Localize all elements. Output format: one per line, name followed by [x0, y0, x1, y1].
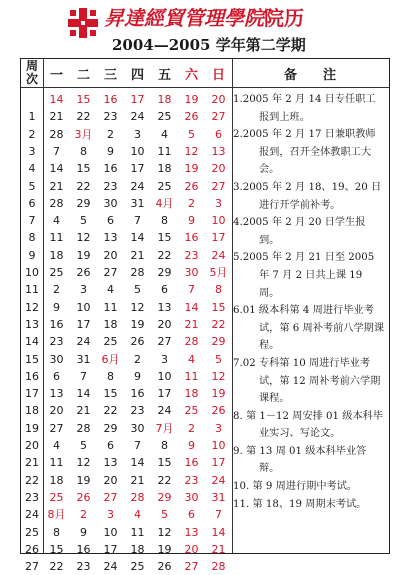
calendar-date: 5 [134, 283, 141, 297]
header-divider [21, 87, 389, 88]
calendar-date: 25 [157, 179, 172, 193]
calendar-date: 26 [211, 404, 226, 418]
calendar-date: 15 [157, 231, 172, 245]
calendar-date: 3 [80, 283, 87, 297]
calendar-date: 13 [49, 387, 64, 401]
calendar-date: 23 [130, 404, 145, 418]
calendar-date: 29 [157, 490, 172, 504]
calendar-date: 25 [184, 404, 199, 418]
calendar-date: 14 [184, 300, 199, 314]
week-column-header [21, 59, 43, 87]
note-item: 5.2005 年 2 月 21 日至 2005 年 7 月 2 日共上课 19 周。 [233, 252, 375, 299]
calendar-date: 19 [76, 248, 91, 262]
calendar-date: 2 [80, 508, 87, 522]
calendar-date: 16 [130, 387, 145, 401]
note-item: 10. 第 9 周进行期中考试。 [233, 481, 358, 493]
calendar-date: 2 [188, 421, 195, 435]
calendar-date: 8 [107, 369, 114, 383]
calendar-date: 7 [134, 214, 141, 228]
notes-list [233, 91, 385, 513]
note-item: 6.01 级本科第 4 周进行毕业考试，第 6 周补考前八学期课程。 [233, 305, 385, 352]
calendar-date: 19 [130, 317, 145, 331]
week-number: 5 [28, 179, 36, 193]
calendar-date: 18 [49, 473, 64, 487]
calendar-date: 18 [157, 93, 172, 106]
calendar-date: 22 [157, 248, 172, 262]
calendar-date: 29 [157, 266, 172, 279]
calendar-date: 22 [157, 473, 172, 487]
calendar-date: 7月 [155, 421, 174, 435]
calendar-date: 27 [103, 266, 118, 279]
calendar-date: 2 [188, 196, 195, 210]
calendar-date: 20 [49, 404, 64, 418]
calendar-date: 9 [53, 300, 60, 314]
calendar-date: 17 [76, 317, 91, 331]
calendar-date: 3 [107, 508, 114, 522]
calendar-date: 20 [157, 317, 172, 331]
calendar-date: 28 [76, 421, 91, 435]
calendar-date: 17 [130, 93, 145, 106]
calendar-date: 25 [103, 335, 118, 349]
calendar-date: 14 [49, 93, 64, 106]
calendar-date: 3 [215, 196, 222, 210]
calendar-date: 23 [76, 560, 91, 574]
calendar-date: 11 [130, 525, 145, 539]
calendar-date: 21 [49, 179, 64, 193]
week-number: 3 [28, 144, 36, 158]
day-header-5: 五 [157, 67, 171, 83]
calendar-date: 16 [184, 231, 199, 245]
calendar-date: 4 [188, 352, 195, 366]
calendar-date: 8 [80, 144, 87, 158]
calendar-date: 25 [49, 266, 64, 279]
calendar-date: 28 [130, 266, 145, 279]
calendar-date: 30 [184, 266, 199, 279]
calendar-date: 16 [184, 456, 199, 470]
calendar-date: 27 [157, 335, 172, 349]
day-header-3: 三 [103, 67, 117, 83]
calendar-date: 19 [157, 542, 172, 556]
calendar-date: 14 [49, 162, 64, 176]
calendar-date: 2 [53, 283, 60, 297]
week-number: 12 [25, 300, 39, 314]
week-number: 8 [28, 231, 36, 245]
calendar-date: 22 [49, 560, 64, 574]
calendar-date: 5 [215, 352, 222, 366]
calendar-date: 18 [103, 317, 118, 331]
week-number: 14 [25, 335, 39, 349]
calendar-date: 13 [184, 525, 199, 539]
calendar-date: 19 [184, 93, 199, 106]
calendar-date: 6 [215, 127, 222, 141]
calendar-date: 27 [211, 179, 226, 193]
note-item: 11. 第 18、19 周期末考试。 [233, 498, 367, 510]
calendar-date: 19 [184, 162, 199, 176]
calendar-date: 8 [215, 283, 222, 297]
calendar-date: 7 [215, 508, 222, 522]
calendar-date: 23 [103, 179, 118, 193]
week-number: 22 [25, 473, 39, 487]
week-number: 18 [25, 404, 39, 418]
calendar-date: 11 [49, 231, 64, 245]
calendar-date: 7 [188, 283, 195, 297]
school-logo-icon [66, 6, 100, 40]
calendar-date: 6 [161, 283, 168, 297]
week-number: 17 [25, 387, 39, 401]
calendar-date: 3 [134, 127, 141, 141]
calendar-date: 11 [184, 369, 199, 383]
calendar-date: 8月 [47, 508, 66, 522]
calendar-date: 3 [215, 421, 222, 435]
calendar-date: 13 [211, 144, 226, 158]
calendar-date: 8 [161, 439, 168, 452]
week-number [21, 91, 43, 108]
calendar-date: 12 [76, 231, 91, 245]
calendar-date: 14 [211, 525, 226, 539]
calendar-date: 17 [211, 456, 226, 470]
week-number: 4 [28, 162, 36, 176]
note-item: 8. 第 1－12 周安排 01 级本科毕业实习、写论文。 [233, 410, 384, 440]
day-header-7: 日 [211, 67, 225, 83]
calendar-date: 11 [157, 144, 172, 158]
calendar-date: 10 [211, 214, 226, 228]
calendar-date: 6 [53, 369, 60, 383]
calendar-date: 18 [130, 542, 145, 556]
week-number: 19 [25, 421, 39, 435]
calendar-date: 26 [184, 110, 199, 124]
calendar-date: 5 [80, 439, 87, 452]
calendar-date: 12 [157, 525, 172, 539]
calendar-date: 28 [49, 196, 64, 210]
day-header-4: 四 [130, 67, 144, 83]
calendar-table [20, 58, 390, 574]
calendar-date: 29 [103, 421, 118, 435]
calendar-date: 16 [103, 93, 118, 106]
week-number: 27 [25, 560, 39, 574]
calendar-date: 7 [80, 369, 87, 383]
term-subtitle: 2004—2005 学年第二学期 [112, 36, 306, 54]
calendar-date: 4月 [155, 196, 174, 210]
note-item: 2.2005 年 2 月 17 日兼职教师报到，召开全体教职工大会。 [233, 129, 376, 176]
calendar-date: 28 [184, 335, 199, 349]
calendar-date: 22 [211, 317, 226, 331]
calendar-date: 28 [49, 127, 64, 141]
calendar-date: 9 [188, 439, 195, 452]
calendar-date: 7 [53, 144, 60, 158]
week-header-line1: 周 [25, 59, 38, 73]
calendar-date: 7 [134, 439, 141, 452]
calendar-date: 20 [103, 248, 118, 262]
calendar-date: 22 [76, 110, 91, 124]
calendar-date: 20 [211, 93, 226, 106]
calendar-date: 5月 [209, 266, 228, 279]
calendar-date: 14 [130, 231, 145, 245]
calendar-date: 24 [130, 179, 145, 193]
calendar-date: 17 [211, 231, 226, 245]
calendar-date: 11 [103, 300, 118, 314]
calendar-date: 16 [49, 317, 64, 331]
calendar-date: 4 [53, 439, 60, 452]
calendar-date: 25 [49, 490, 64, 504]
note-item: 7.02 专科第 10 周进行毕业考试，第 12 周补考前六学期课程。 [233, 357, 381, 405]
calendar-date: 20 [211, 162, 226, 176]
calendar-date: 5 [80, 214, 87, 228]
calendar-date: 27 [103, 490, 118, 504]
calendar-date: 3月 [74, 127, 93, 141]
calendar-date: 15 [76, 162, 91, 176]
calendar-date: 25 [157, 110, 172, 124]
calendar-date: 6 [188, 508, 195, 522]
calendar-date: 29 [211, 335, 226, 349]
calendar-date: 8 [161, 214, 168, 228]
calendar-date: 23 [103, 110, 118, 124]
week-number: 23 [25, 490, 39, 504]
calendar-date: 16 [76, 542, 91, 556]
calendar-date: 2 [134, 352, 141, 366]
week-number: 13 [25, 317, 39, 331]
calendar-date: 6 [107, 439, 114, 452]
note-item: 4.2005 年 2 月 20 日学生报到。 [233, 217, 366, 246]
calendar-date: 21 [130, 248, 145, 262]
calendar-date: 31 [211, 490, 226, 504]
calendar-date: 24 [103, 560, 118, 574]
calendar-date: 26 [76, 490, 91, 504]
calendar-date: 6月 [101, 352, 120, 366]
calendar-date: 30 [184, 490, 199, 504]
calendar-date: 10 [103, 525, 118, 539]
calendar-date: 21 [211, 542, 226, 556]
week-number: 24 [25, 508, 39, 522]
calendar-date: 15 [157, 456, 172, 470]
calendar-date: 27 [211, 110, 226, 124]
calendar-date: 5 [161, 508, 168, 522]
calendar-date: 10 [157, 369, 172, 383]
note-item: 3.2005 年 2 月 18、19、20 日进行开学前补考。 [233, 181, 382, 211]
calendar-date: 16 [103, 162, 118, 176]
calendar-date: 31 [130, 196, 145, 210]
calendar-date: 24 [157, 404, 172, 418]
calendar-date: 23 [184, 248, 199, 262]
calendar-date: 19 [76, 473, 91, 487]
calendar-date: 30 [49, 352, 64, 366]
calendar-date: 21 [184, 317, 199, 331]
calendar-date: 5 [188, 127, 195, 141]
week-number: 1 [28, 110, 36, 124]
calendar-date: 21 [130, 473, 145, 487]
week-number: 6 [28, 196, 36, 210]
calendar-date: 30 [103, 196, 118, 210]
calendar-date: 14 [76, 387, 91, 401]
week-number: 9 [28, 248, 36, 262]
calendar-date: 11 [49, 456, 64, 470]
calendar-date: 18 [49, 248, 64, 262]
week-number: 26 [25, 542, 39, 556]
calendar-date: 30 [130, 421, 145, 435]
week-number: 20 [25, 439, 39, 452]
calendar-date: 4 [107, 283, 114, 297]
day-header-2: 二 [76, 67, 90, 83]
calendar-date: 24 [211, 473, 226, 487]
calendar-date: 22 [103, 404, 118, 418]
calendar-date: 10 [211, 439, 226, 452]
calendar-date: 24 [130, 110, 145, 124]
day-header-1: 一 [49, 67, 63, 83]
week-number: 15 [25, 352, 39, 366]
school-name: 昇達經貿管理學院 [104, 6, 264, 30]
calendar-date: 31 [76, 352, 91, 366]
calendar-date: 6 [107, 214, 114, 228]
day-header-6: 六 [184, 67, 198, 83]
calendar-date: 26 [184, 179, 199, 193]
calendar-date: 28 [130, 490, 145, 504]
calendar-date: 14 [130, 456, 145, 470]
calendar-date: 12 [130, 300, 145, 314]
calendar-date: 13 [103, 231, 118, 245]
calendar-date: 18 [157, 162, 172, 176]
note-item: 9. 第 13 周 01 级本科毕业答辩。 [233, 445, 367, 475]
calendar-date: 3 [161, 352, 168, 366]
calendar-date: 9 [107, 144, 114, 158]
calendar-date: 26 [130, 335, 145, 349]
calendar-date: 4 [53, 214, 60, 228]
calendar-date: 12 [184, 144, 199, 158]
calendar-date: 4 [134, 508, 141, 522]
calendar-date: 12 [211, 369, 226, 383]
calendar-date: 4 [161, 127, 168, 141]
week-number: 2 [28, 127, 36, 141]
calendar-date: 26 [157, 560, 172, 574]
calendar-date: 23 [49, 335, 64, 349]
calendar-date: 15 [103, 387, 118, 401]
calendar-date: 19 [211, 387, 226, 401]
calendar-date: 27 [49, 421, 64, 435]
week-number: 21 [25, 456, 39, 470]
calendar-date: 20 [103, 473, 118, 487]
calendar-date: 9 [134, 369, 141, 383]
calendar-date: 21 [49, 110, 64, 124]
calendar-date: 9 [80, 525, 87, 539]
calendar-date: 8 [53, 525, 60, 539]
calendar-date: 27 [184, 560, 199, 574]
page-title [104, 5, 394, 31]
calendar-date: 26 [76, 266, 91, 279]
week-number: 16 [25, 369, 39, 383]
calendar-date: 21 [76, 404, 91, 418]
calendar-date: 17 [157, 387, 172, 401]
calendar-date: 28 [211, 560, 226, 574]
calendar-date: 17 [103, 542, 118, 556]
week-number: 25 [25, 525, 39, 539]
calendar-date: 24 [211, 248, 226, 262]
week-number: 7 [28, 214, 36, 228]
calendar-date: 10 [130, 144, 145, 158]
calendar-date: 9 [188, 214, 195, 228]
calendar-date: 22 [76, 179, 91, 193]
note-item: 1.2005 年 2 月 14 日专任职工报到上班。 [233, 94, 376, 123]
calendar-date: 24 [76, 335, 91, 349]
calendar-date: 15 [76, 93, 91, 106]
calendar-date: 25 [130, 560, 145, 574]
calendar-date: 29 [76, 196, 91, 210]
calendar-date: 13 [157, 300, 172, 314]
calendar-date: 2 [107, 127, 114, 141]
calendar-date: 12 [76, 456, 91, 470]
notes-header: 备 注 [283, 67, 336, 83]
calendar-date: 13 [103, 456, 118, 470]
calendar-word: 院历 [264, 6, 304, 30]
week-number: 11 [25, 283, 39, 297]
calendar-date: 10 [76, 300, 91, 314]
calendar-date: 20 [184, 542, 199, 556]
calendar-date: 23 [184, 473, 199, 487]
calendar-date: 15 [49, 542, 64, 556]
week-header-line2: 次 [25, 72, 38, 86]
calendar-date: 17 [130, 162, 145, 176]
calendar-date: 18 [184, 387, 199, 401]
calendar-date: 15 [211, 300, 226, 314]
week-number: 10 [25, 266, 39, 279]
